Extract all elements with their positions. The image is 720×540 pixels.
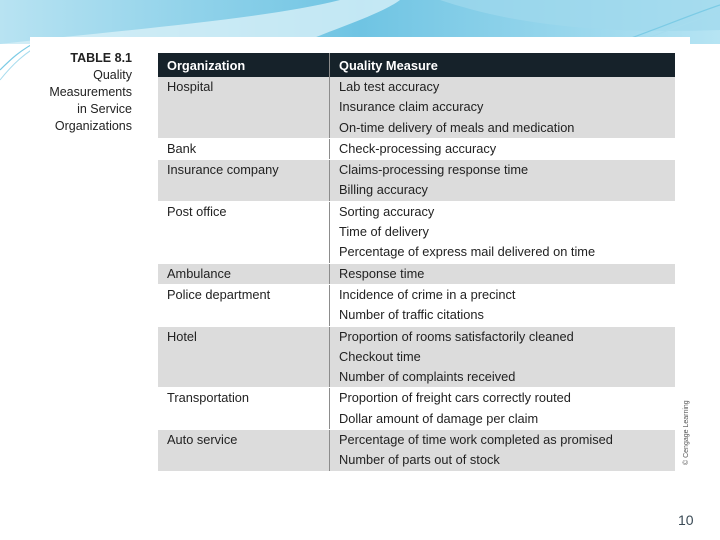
quality-measure-cell	[330, 430, 676, 472]
quality-measure-item: Checkout time	[339, 348, 421, 364]
quality-measure-item: Time of delivery	[339, 224, 429, 240]
column-header-quality-measure: Quality Measure	[330, 53, 676, 77]
credit-text: © Cengage Learning	[683, 400, 690, 465]
quality-measure-item: Number of complaints received	[339, 369, 516, 385]
organization-name: Ambulance	[167, 265, 232, 281]
organization-cell	[158, 388, 330, 430]
organization-name: Auto service	[167, 432, 238, 448]
quality-measure-cell	[330, 77, 676, 138]
organization-name: Hospital	[167, 79, 214, 94]
organization-cell	[158, 201, 330, 263]
quality-measure-item: Billing accuracy	[339, 182, 428, 198]
quality-table	[158, 53, 675, 472]
quality-measure-item: Number of parts out of stock	[339, 452, 500, 468]
table-body	[158, 77, 675, 471]
quality-measure-item: Claims-processing response time	[339, 162, 529, 178]
quality-measure-item: Check-processing accuracy	[339, 140, 497, 156]
quality-measure-cell	[330, 160, 676, 202]
quality-measure-item: Proportion of rooms satisfactorily cleaned	[339, 328, 574, 344]
quality-measure-item: Dollar amount of damage per claim	[339, 410, 539, 426]
quality-measure-item: Percentage of time work completed as promised	[339, 432, 613, 448]
table-title: Quality Measurements in Service Organizations	[49, 68, 132, 133]
quality-measure-item: Lab test accuracy	[339, 79, 440, 94]
organization-name: Insurance company	[167, 162, 279, 178]
table-row	[158, 138, 675, 159]
quality-measure-item: Insurance claim accuracy	[339, 99, 484, 115]
quality-measure-cell	[330, 201, 676, 263]
table-row	[158, 160, 675, 202]
quality-measure-cell	[330, 284, 676, 326]
table-row	[158, 77, 675, 138]
organization-cell	[158, 138, 330, 159]
table-row	[158, 326, 675, 388]
quality-measure-item: Percentage of express mail delivered on time	[339, 244, 596, 260]
table-header-row	[158, 53, 675, 77]
quality-measure-item: Incidence of crime in a precinct	[339, 286, 516, 302]
organization-cell	[158, 160, 330, 202]
quality-measure-cell	[330, 326, 676, 388]
quality-measure-cell	[330, 263, 676, 284]
quality-measure-item: Response time	[339, 265, 425, 281]
organization-name: Transportation	[167, 390, 250, 406]
quality-measure-cell	[330, 388, 676, 430]
table-label: TABLE 8.1	[70, 51, 132, 65]
organization-name: Post office	[167, 203, 227, 219]
table-row	[158, 263, 675, 284]
page-number: 10	[678, 512, 694, 528]
table-row	[158, 201, 675, 263]
quality-measure-item: Number of traffic citations	[339, 307, 484, 323]
organization-cell	[158, 326, 330, 388]
quality-measure-item: Proportion of freight cars correctly routed	[339, 390, 571, 406]
column-header-organization: Organization	[158, 53, 330, 77]
table-caption	[40, 50, 132, 135]
organization-cell	[158, 77, 330, 138]
organization-name: Hotel	[167, 328, 197, 344]
quality-measure-item: On-time delivery of meals and medication	[339, 119, 575, 135]
image-credit	[677, 395, 689, 465]
table-row	[158, 388, 675, 430]
table-row	[158, 284, 675, 326]
table-row	[158, 430, 675, 472]
organization-name: Police department	[167, 286, 271, 302]
quality-measure-item: Sorting accuracy	[339, 203, 435, 219]
organization-cell	[158, 430, 330, 472]
organization-cell	[158, 284, 330, 326]
organization-name: Bank	[167, 140, 197, 156]
organization-cell	[158, 263, 330, 284]
quality-measure-cell	[330, 138, 676, 159]
